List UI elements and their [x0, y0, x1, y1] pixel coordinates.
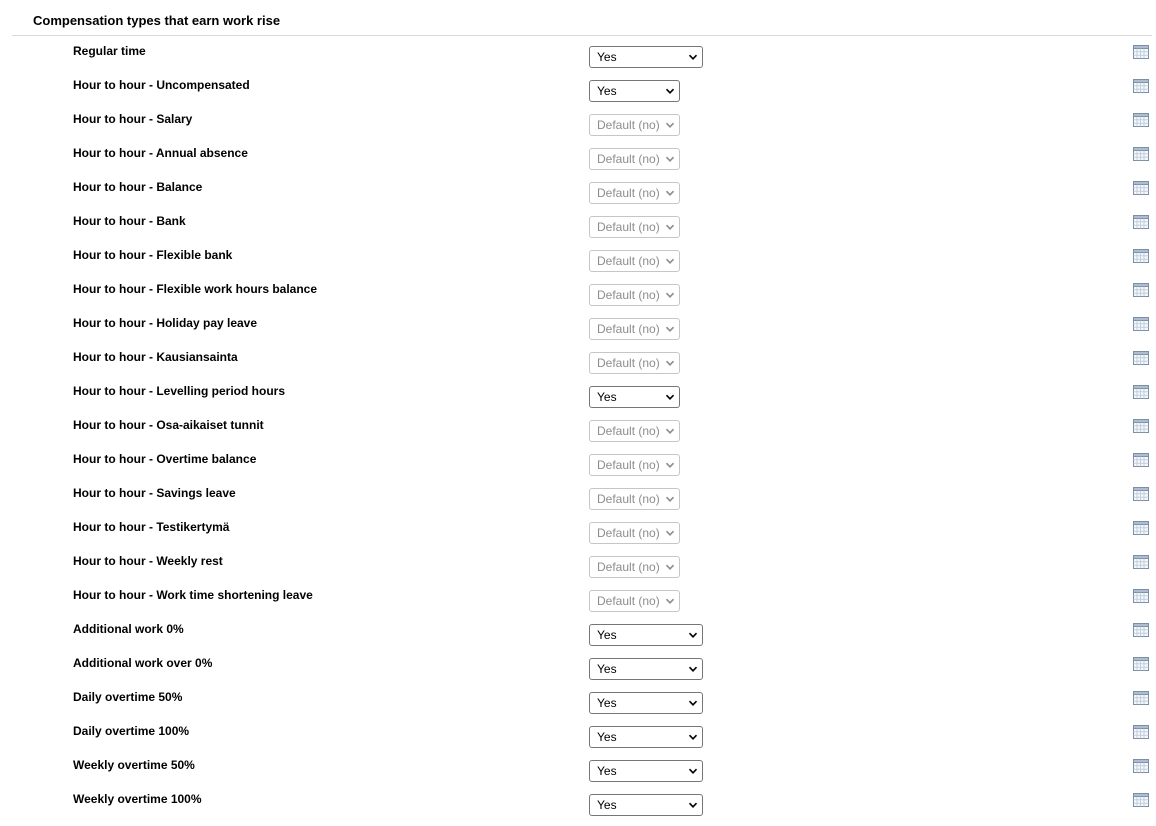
- calendar-icon[interactable]: [1133, 759, 1149, 773]
- row-label: Daily overtime 50%: [73, 690, 183, 704]
- chevron-down-icon: [688, 630, 698, 640]
- row-label: Hour to hour - Annual absence: [73, 146, 248, 160]
- chevron-down-icon: [665, 528, 675, 538]
- chevron-down-icon: [665, 154, 675, 164]
- calendar-icon[interactable]: [1133, 181, 1149, 195]
- earns-rise-select[interactable]: [589, 692, 703, 714]
- row-label: Hour to hour - Bank: [73, 214, 186, 228]
- calendar-icon[interactable]: [1133, 725, 1149, 739]
- select-value: Yes: [597, 628, 617, 642]
- compensation-row: [0, 758, 1156, 792]
- calendar-icon[interactable]: [1133, 79, 1149, 93]
- earns-rise-select: [589, 182, 680, 204]
- calendar-icon[interactable]: [1133, 317, 1149, 331]
- compensation-row: [0, 452, 1156, 486]
- row-label: Hour to hour - Savings leave: [73, 486, 236, 500]
- calendar-icon[interactable]: [1133, 793, 1149, 807]
- earns-rise-select: [589, 284, 680, 306]
- earns-rise-select: [589, 114, 680, 136]
- calendar-icon[interactable]: [1133, 521, 1149, 535]
- compensation-row: [0, 486, 1156, 520]
- calendar-icon[interactable]: [1133, 657, 1149, 671]
- chevron-down-icon: [688, 766, 698, 776]
- select-value: Default (no): [597, 186, 660, 200]
- row-label: Hour to hour - Holiday pay leave: [73, 316, 258, 330]
- chevron-down-icon: [665, 188, 675, 198]
- row-label: Hour to hour - Overtime balance: [73, 452, 257, 466]
- calendar-icon[interactable]: [1133, 249, 1149, 263]
- row-label: Hour to hour - Kausiansainta: [73, 350, 238, 364]
- row-label: Weekly overtime 50%: [73, 758, 195, 772]
- earns-rise-select: [589, 318, 680, 340]
- compensation-row: [0, 78, 1156, 112]
- earns-rise-select: [589, 590, 680, 612]
- section-title: Compensation types that earn work rise: [33, 13, 281, 28]
- row-label: Weekly overtime 100%: [73, 792, 202, 806]
- calendar-icon[interactable]: [1133, 419, 1149, 433]
- row-label: Hour to hour - Salary: [73, 112, 193, 126]
- earns-rise-select[interactable]: [589, 658, 703, 680]
- chevron-down-icon: [665, 256, 675, 266]
- earns-rise-select: [589, 522, 680, 544]
- chevron-down-icon: [688, 732, 698, 742]
- row-label: Hour to hour - Weekly rest: [73, 554, 223, 568]
- chevron-down-icon: [665, 324, 675, 334]
- compensation-row: [0, 418, 1156, 452]
- compensation-row: [0, 588, 1156, 622]
- select-value: Yes: [597, 798, 617, 812]
- select-value: Default (no): [597, 526, 660, 540]
- select-value: Default (no): [597, 458, 660, 472]
- earns-rise-select: [589, 148, 680, 170]
- chevron-down-icon: [665, 358, 675, 368]
- earns-rise-select: [589, 420, 680, 442]
- compensation-row: [0, 554, 1156, 588]
- earns-rise-select[interactable]: [589, 386, 680, 408]
- row-label: Additional work 0%: [73, 622, 184, 636]
- calendar-icon[interactable]: [1133, 555, 1149, 569]
- earns-rise-select[interactable]: [589, 80, 680, 102]
- row-label: Hour to hour - Osa-aikaiset tunnit: [73, 418, 264, 432]
- select-value: Yes: [597, 764, 617, 778]
- chevron-down-icon: [665, 86, 675, 96]
- chevron-down-icon: [688, 664, 698, 674]
- compensation-row: [0, 180, 1156, 214]
- row-label: Regular time: [73, 44, 146, 58]
- row-label: Daily overtime 100%: [73, 724, 190, 738]
- earns-rise-select: [589, 216, 680, 238]
- compensation-row: [0, 622, 1156, 656]
- row-label: Additional work over 0%: [73, 656, 213, 670]
- calendar-icon[interactable]: [1133, 45, 1149, 59]
- earns-rise-select: [589, 556, 680, 578]
- chevron-down-icon: [665, 392, 675, 402]
- calendar-icon[interactable]: [1133, 487, 1149, 501]
- row-label: Hour to hour - Levelling period hours: [73, 384, 285, 398]
- calendar-icon[interactable]: [1133, 283, 1149, 297]
- compensation-row: [0, 44, 1156, 78]
- select-value: Yes: [597, 730, 617, 744]
- chevron-down-icon: [665, 120, 675, 130]
- calendar-icon[interactable]: [1133, 385, 1149, 399]
- section-header: [12, 0, 1152, 36]
- compensation-row: [0, 792, 1156, 826]
- compensation-row: [0, 350, 1156, 384]
- earns-rise-select[interactable]: [589, 794, 703, 816]
- row-label: Hour to hour - Balance: [73, 180, 203, 194]
- row-label: Hour to hour - Uncompensated: [73, 78, 250, 92]
- compensation-row: [0, 690, 1156, 724]
- chevron-down-icon: [665, 290, 675, 300]
- calendar-icon[interactable]: [1133, 351, 1149, 365]
- compensation-row: [0, 384, 1156, 418]
- earns-rise-select: [589, 250, 680, 272]
- chevron-down-icon: [688, 698, 698, 708]
- compensation-row: [0, 248, 1156, 282]
- compensation-row: [0, 282, 1156, 316]
- compensation-row: [0, 316, 1156, 350]
- calendar-icon[interactable]: [1133, 215, 1149, 229]
- select-value: Default (no): [597, 560, 660, 574]
- compensation-row: [0, 656, 1156, 690]
- earns-rise-select[interactable]: [589, 726, 703, 748]
- calendar-icon[interactable]: [1133, 453, 1149, 467]
- calendar-icon[interactable]: [1133, 589, 1149, 603]
- compensation-row: [0, 112, 1156, 146]
- chevron-down-icon: [665, 562, 675, 572]
- chevron-down-icon: [665, 494, 675, 504]
- compensation-row: [0, 724, 1156, 758]
- chevron-down-icon: [665, 426, 675, 436]
- select-value: Yes: [597, 50, 617, 64]
- chevron-down-icon: [688, 52, 698, 62]
- select-value: Default (no): [597, 118, 660, 132]
- earns-rise-select[interactable]: [589, 624, 703, 646]
- earns-rise-select[interactable]: [589, 760, 703, 782]
- chevron-down-icon: [665, 222, 675, 232]
- chevron-down-icon: [665, 596, 675, 606]
- select-value: Default (no): [597, 254, 660, 268]
- calendar-icon[interactable]: [1133, 113, 1149, 127]
- select-value: Yes: [597, 84, 617, 98]
- calendar-icon[interactable]: [1133, 623, 1149, 637]
- compensation-row: [0, 214, 1156, 248]
- select-value: Yes: [597, 390, 617, 404]
- earns-rise-select: [589, 488, 680, 510]
- row-label: Hour to hour - Work time shortening leave: [73, 588, 313, 602]
- chevron-down-icon: [665, 460, 675, 470]
- earns-rise-select[interactable]: [589, 46, 703, 68]
- calendar-icon[interactable]: [1133, 147, 1149, 161]
- select-value: Default (no): [597, 356, 660, 370]
- row-label: Hour to hour - Flexible work hours balance: [73, 282, 318, 296]
- select-value: Default (no): [597, 288, 660, 302]
- select-value: Default (no): [597, 492, 660, 506]
- earns-rise-select: [589, 352, 680, 374]
- chevron-down-icon: [688, 800, 698, 810]
- select-value: Default (no): [597, 424, 660, 438]
- select-value: Yes: [597, 696, 617, 710]
- select-value: Default (no): [597, 220, 660, 234]
- select-value: Default (no): [597, 594, 660, 608]
- row-label: Hour to hour - Testikertymä: [73, 520, 230, 534]
- row-label: Hour to hour - Flexible bank: [73, 248, 233, 262]
- select-value: Default (no): [597, 152, 660, 166]
- compensation-row: [0, 146, 1156, 180]
- compensation-row: [0, 520, 1156, 554]
- select-value: Yes: [597, 662, 617, 676]
- earns-rise-select: [589, 454, 680, 476]
- calendar-icon[interactable]: [1133, 691, 1149, 705]
- select-value: Default (no): [597, 322, 660, 336]
